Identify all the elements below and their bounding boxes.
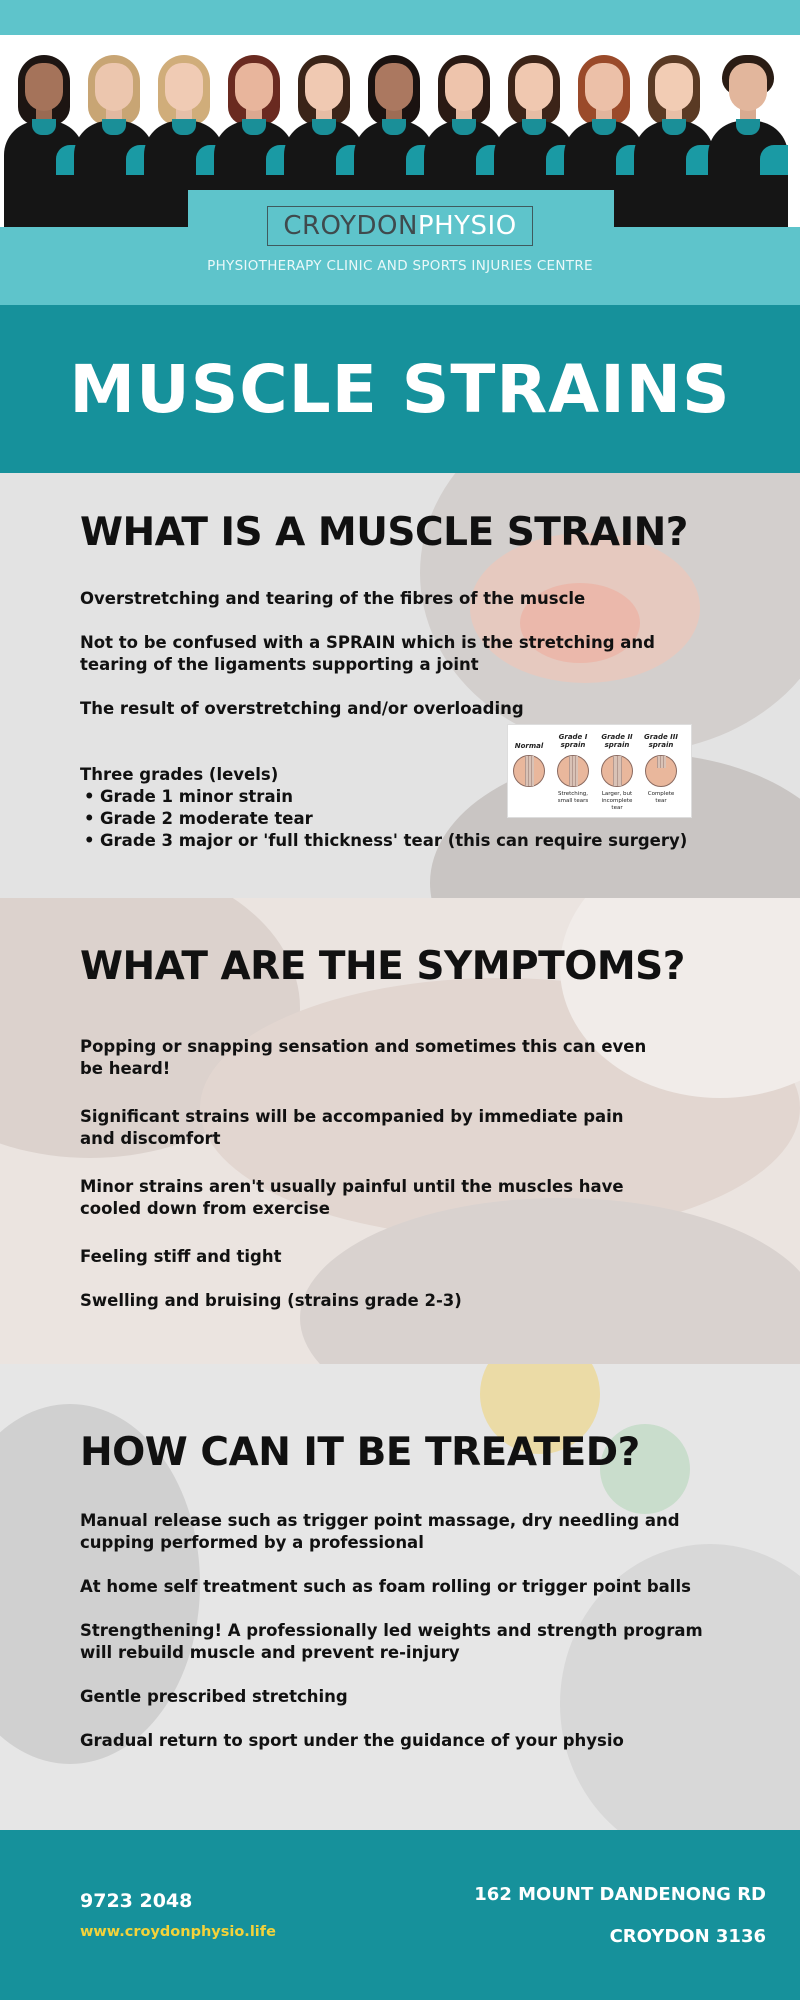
section-treatment xyxy=(0,1364,800,1830)
clinic-tagline: PHYSIOTHERAPY CLINIC AND SPORTS INJURIES CENTRE xyxy=(207,258,593,274)
grades-intro: Three grades (levels) xyxy=(80,765,279,784)
muscle-fibre-normal xyxy=(513,755,545,787)
website-link[interactable]: www.croydonphysio.life xyxy=(80,1924,276,1940)
phone-number[interactable]: 9723 2048 xyxy=(80,1890,193,1912)
paragraph: Swelling and bruising (strains grade 2-3) xyxy=(80,1291,462,1310)
paragraph: Gentle prescribed stretching xyxy=(80,1687,348,1706)
diagram-label: Grade I sprain xyxy=(558,733,588,749)
title-band xyxy=(0,305,800,473)
paragraph: Manual release such as trigger point massage, dry needling and cupping performed by a professional xyxy=(80,1511,680,1552)
list-item: • Grade 1 minor strain xyxy=(80,786,720,808)
section-heading: WHAT IS A MUSCLE STRAIN? xyxy=(80,510,688,555)
diagram-caption: Larger, but incomplete tear xyxy=(601,791,633,811)
team-member xyxy=(708,45,788,227)
diagram-caption: Stretching, small tears xyxy=(557,791,589,804)
footer xyxy=(0,1830,800,2000)
page-title: MUSCLE STRAINS xyxy=(69,350,731,428)
list-item: • Grade 3 major or 'full thickness' tear (this can require surgery) xyxy=(80,830,720,852)
paragraph: Gradual return to sport under the guidance of your physio xyxy=(80,1731,624,1750)
paragraph: Strengthening! A professionally led weights and strength program will rebuild muscle and prevent re-injury xyxy=(80,1621,703,1662)
paragraph: At home self treatment such as foam rolling or trigger point balls xyxy=(80,1577,691,1596)
logo-text-part2: PHYSIO xyxy=(417,211,517,241)
list-item: • Grade 2 moderate tear xyxy=(80,808,720,830)
address-suburb: CROYDON 3136 xyxy=(609,1926,766,1947)
strain-grades-diagram xyxy=(507,724,692,818)
muscle-fibre-grade3 xyxy=(645,755,677,787)
paragraph: Feeling stiff and tight xyxy=(80,1247,282,1266)
muscle-fibre-grade2 xyxy=(601,755,633,787)
paragraph: Minor strains aren't usually painful until the muscles have cooled down from exercise xyxy=(80,1177,624,1218)
paragraph: Overstretching and tearing of the fibres of the muscle xyxy=(80,589,586,608)
diagram-label: Normal xyxy=(514,742,544,750)
team-member xyxy=(74,45,154,227)
clinic-logo[interactable] xyxy=(267,206,533,246)
section-heading: HOW CAN IT BE TREATED? xyxy=(80,1430,640,1475)
top-accent-strip xyxy=(0,0,800,35)
muscle-fibre-grade1 xyxy=(557,755,589,787)
diagram-label: Grade II sprain xyxy=(601,733,633,749)
section-what-is xyxy=(0,473,800,898)
paragraph: Not to be confused with a SPRAIN which is the stretching and tearing of the ligaments supporting a joint xyxy=(80,633,655,674)
paragraph: The result of overstretching and/or overloading xyxy=(80,699,524,718)
section-heading: WHAT ARE THE SYMPTOMS? xyxy=(80,944,685,989)
address-street: 162 MOUNT DANDENONG RD xyxy=(474,1884,766,1905)
paragraph: Significant strains will be accompanied by immediate pain and discomfort xyxy=(80,1107,624,1148)
section-symptoms xyxy=(0,898,800,1364)
team-member xyxy=(4,45,84,227)
diagram-label: Grade III sprain xyxy=(644,733,678,749)
diagram-caption: Complete tear xyxy=(647,791,675,804)
paragraph: Popping or snapping sensation and sometimes this can even be heard! xyxy=(80,1037,647,1078)
logo-text-part1: CROYDON xyxy=(283,211,418,241)
team-member xyxy=(634,45,714,227)
